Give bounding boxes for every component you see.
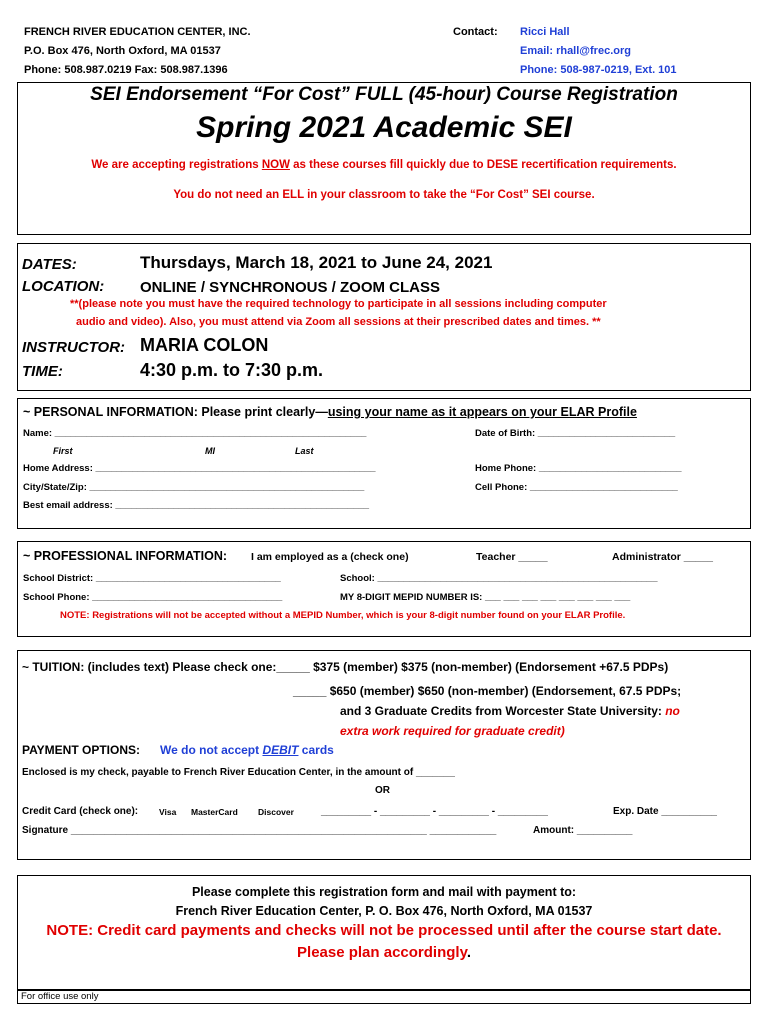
mail-instructions: Please complete this registration form and mail with payment to: <box>191 885 577 899</box>
location-value: ONLINE / SYNCHRONOUS / ZOOM CLASS <box>140 279 441 296</box>
school-phone-field[interactable]: School Phone: ____________________________________ <box>23 592 283 603</box>
check-amount-field[interactable]: Enclosed is my check, payable to French River Education Center, in the amount of _______ <box>22 767 455 778</box>
page-title: Spring 2021 Academic SEI <box>196 111 572 144</box>
tuition-option-1[interactable]: ~ TUITION: (includes text) Please check one:_____ $375 (member) $375 (non-member) (Endorsement +67.5 PDPs) <box>22 660 669 674</box>
contact-email[interactable]: Email: rhall@frec.org <box>520 45 631 57</box>
personal-heading: ~ PERSONAL INFORMATION: Please print clearly—using your name as it appears on your ELAR Profile <box>23 405 637 419</box>
professional-info-box <box>17 541 751 637</box>
discover-option[interactable]: Discover <box>258 807 294 817</box>
first-caption: First <box>53 446 73 456</box>
org-name: FRENCH RIVER EDUCATION CENTER, INC. <box>24 26 251 38</box>
title-box <box>17 82 751 235</box>
contact-phone: Phone: 508-987-0219, Ext. 101 <box>520 64 677 76</box>
org-phone: Phone: 508.987.0219 Fax: 508.987.1396 <box>24 64 228 76</box>
course-box <box>17 243 751 391</box>
mi-caption: MI <box>205 446 215 456</box>
org-address: P.O. Box 476, North Oxford, MA 01537 <box>24 45 221 57</box>
mepid-note: NOTE: Registrations will not be accepted without a MEPID Number, which is your 8-digit number found on your ELAR Profile. <box>60 610 626 621</box>
debit-notice: We do not accept DEBIT cards <box>160 743 334 757</box>
visa-option[interactable]: Visa <box>159 807 177 817</box>
ell-notice: You do not need an ELL in your classroom to take the “For Cost” SEI course. <box>173 189 595 201</box>
tech-note-line1: **(please note you must have the required technology to participate in all sessions including computer <box>70 298 607 310</box>
contact-label: Contact: <box>453 26 498 38</box>
mepid-field[interactable]: MY 8-DIGIT MEPID NUMBER IS: ___ ___ ___ ___ ___ ___ ___ ___ <box>340 592 631 603</box>
school-field[interactable]: School: _____________________________________________________ <box>340 573 658 584</box>
cell-phone-field[interactable]: Cell Phone: ____________________________ <box>475 482 678 493</box>
credit-card-label: Credit Card (check one): <box>22 806 139 817</box>
office-use-label: For office use only <box>21 991 99 1002</box>
dates-label: DATES: <box>22 256 77 273</box>
office-use-box <box>17 990 751 1004</box>
tuition-credit-line: and 3 Graduate Credits from Worcester State University: no <box>340 704 680 718</box>
city-state-zip-field[interactable]: City/State/Zip: ____________________________________________________ <box>23 482 365 493</box>
mail-address: French River Education Center, P. O. Box 476, North Oxford, MA 01537 <box>175 904 593 918</box>
dob-field[interactable]: Date of Birth: __________________________ <box>475 428 676 439</box>
signature-field[interactable]: Signature ________________________________________________________________ ____________ <box>22 825 497 836</box>
administrator-checkbox[interactable]: Administrator _____ <box>612 551 713 563</box>
tech-note-line2: audio and video). Also, you must attend via Zoom all sessions at their prescribed dates and times. ** <box>76 316 601 328</box>
tuition-credit-note: extra work required for graduate credit) <box>340 724 565 738</box>
time-value: 4:30 p.m. to 7:30 p.m. <box>140 360 324 380</box>
tuition-box <box>17 650 751 860</box>
or-separator: OR <box>375 785 390 796</box>
teacher-checkbox[interactable]: Teacher _____ <box>476 551 548 563</box>
mastercard-option[interactable]: MasterCard <box>191 807 238 817</box>
personal-info-box <box>17 398 751 529</box>
processing-note: NOTE: Credit card payments and checks will not be processed until after the course start date. <box>46 922 722 939</box>
home-address-field[interactable]: Home Address: _____________________________________________________ <box>23 463 376 474</box>
subtitle: SEI Endorsement “For Cost” FULL (45-hour) Course Registration <box>90 84 678 105</box>
plan-note: Please plan accordingly. <box>297 944 471 961</box>
dates-value: Thursdays, March 18, 2021 to June 24, 2021 <box>140 253 493 272</box>
exp-date-field[interactable]: Exp. Date __________ <box>613 806 717 817</box>
card-number-field[interactable]: _________ - _________ - _________ - _________ <box>321 806 548 817</box>
instructor-value: MARIA COLON <box>140 335 269 355</box>
professional-heading: ~ PROFESSIONAL INFORMATION: <box>23 549 228 563</box>
time-label: TIME: <box>22 363 63 380</box>
name-field[interactable]: Name: ___________________________________________________________ <box>23 428 367 439</box>
payment-options-label: PAYMENT OPTIONS: <box>22 743 141 757</box>
instructor-label: INSTRUCTOR: <box>22 339 126 356</box>
location-label: LOCATION: <box>22 278 105 295</box>
employed-label: I am employed as a (check one) <box>251 551 409 563</box>
school-district-field[interactable]: School District: ___________________________________ <box>23 573 281 584</box>
email-field[interactable]: Best email address: ________________________________________________ <box>23 500 370 511</box>
registration-notice: We are accepting registrations NOW as these courses fill quickly due to DESE recertification requirements. <box>91 159 677 171</box>
amount-field[interactable]: Amount: __________ <box>533 825 633 836</box>
last-caption: Last <box>295 446 314 456</box>
tuition-option-2[interactable]: _____ $650 (member) $650 (non-member) (Endorsement, 67.5 PDPs; <box>293 684 682 698</box>
contact-name: Ricci Hall <box>520 26 570 38</box>
mailing-box <box>17 875 751 990</box>
home-phone-field[interactable]: Home Phone: ___________________________ <box>475 463 682 474</box>
